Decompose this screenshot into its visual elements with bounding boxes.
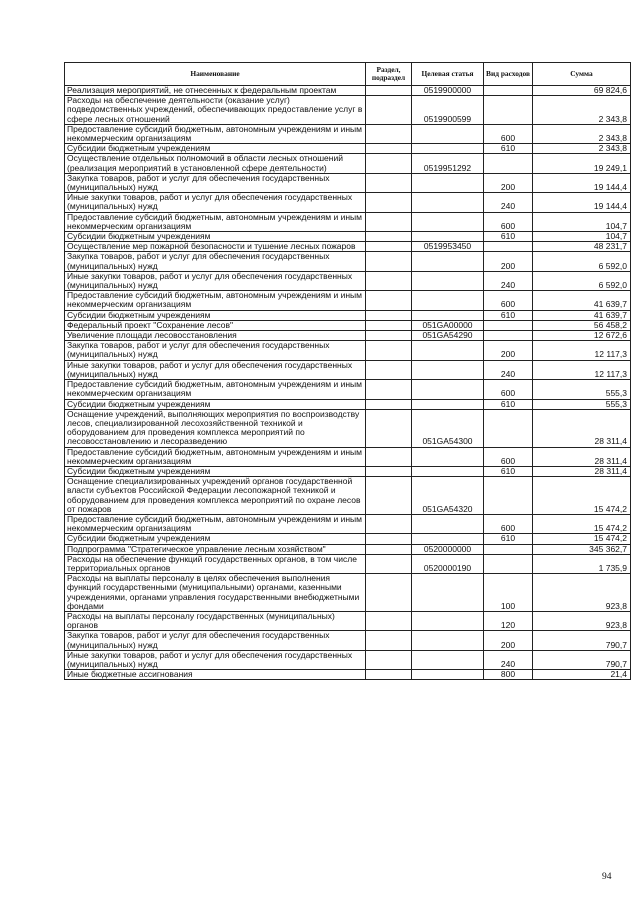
row-expense-type-cell: 610 [484,466,533,476]
row-expense-type-cell [484,154,533,173]
row-sum-cell: 12 117,3 [533,341,631,360]
row-section-cell [366,631,412,650]
row-name-cell: Предоставление субсидий бюджетным, автономным учреждениям и иным некоммерческим организациям [65,380,366,399]
row-sum-cell: 15 474,2 [533,477,631,515]
row-target-cell [412,271,484,290]
row-sum-cell: 790,7 [533,650,631,669]
row-expense-type-cell: 200 [484,173,533,192]
row-name-cell: Закупка товаров, работ и услуг для обеспечения государственных (муниципальных) нужд [65,173,366,192]
row-target-cell: 0519900599 [412,96,484,125]
row-section-cell [366,466,412,476]
row-section-cell [366,320,412,330]
table-row [65,466,631,476]
budget-table-container [64,62,630,680]
row-expense-type-cell [484,320,533,330]
row-sum-cell: 12 672,6 [533,331,631,341]
row-expense-type-cell [484,544,533,554]
row-name-cell: Субсидии бюджетным учреждениям [65,310,366,320]
row-sum-cell: 923,8 [533,574,631,612]
table-row [65,534,631,544]
row-name-cell: Закупка товаров, работ и услуг для обеспечения государственных (муниципальных) нужд [65,341,366,360]
row-name-cell: Предоставление субсидий бюджетным, автономным учреждениям и иным некоммерческим организациям [65,514,366,533]
row-target-cell [412,124,484,143]
table-row [65,320,631,330]
row-section-cell [366,341,412,360]
table-row [65,631,631,650]
row-name-cell: Расходы на обеспечение функций государственных органов, в том числе территориальных органов [65,554,366,573]
table-row [65,242,631,252]
row-expense-type-cell: 200 [484,252,533,271]
row-name-cell: Закупка товаров, работ и услуг для обеспечения государственных (муниципальных) нужд [65,631,366,650]
row-target-cell [412,173,484,192]
row-name-cell: Реализация мероприятий, не отнесенных к федеральным проектам [65,86,366,96]
row-target-cell [412,514,484,533]
row-expense-type-cell: 240 [484,193,533,212]
row-sum-cell: 2 343,8 [533,144,631,154]
row-expense-type-cell: 200 [484,341,533,360]
row-target-cell [412,631,484,650]
row-name-cell: Предоставление субсидий бюджетным, автономным учреждениям и иным некоммерческим организациям [65,291,366,310]
row-section-cell [366,447,412,466]
row-name-cell: Осуществление отдельных полномочий в области лесных отношений (реализация мероприятий в установленной сфере деятельности) [65,154,366,173]
table-row [65,670,631,680]
row-expense-type-cell: 610 [484,399,533,409]
header-target: Целевая статья [412,63,484,86]
row-sum-cell: 345 362,7 [533,544,631,554]
row-name-cell: Федеральный проект "Сохранение лесов" [65,320,366,330]
row-section-cell [366,331,412,341]
table-row [65,447,631,466]
row-sum-cell: 2 343,8 [533,96,631,125]
table-body [65,86,631,680]
row-sum-cell: 1 735,9 [533,554,631,573]
row-sum-cell: 6 592,0 [533,271,631,290]
row-target-cell: 051GA54300 [412,409,484,447]
row-sum-cell: 28 311,4 [533,409,631,447]
header-expense-type: Вид расходов [484,63,533,86]
row-sum-cell: 555,3 [533,399,631,409]
row-target-cell: 0520000190 [412,554,484,573]
table-row [65,331,631,341]
row-target-cell: 0520000000 [412,544,484,554]
row-section-cell [366,144,412,154]
row-name-cell: Предоставление субсидий бюджетным, автономным учреждениям и иным некоммерческим организациям [65,124,366,143]
row-name-cell: Оснащение учреждений, выполняющих мероприятия по воспроизводству лесов, специализированной лесохозяйственной техникой и оборудованием для проведения комплекса мероприятий по лесовосстановлению и лесоразведению [65,409,366,447]
table-row [65,154,631,173]
row-section-cell [366,670,412,680]
row-expense-type-cell: 600 [484,514,533,533]
table-row [65,574,631,612]
table-row [65,252,631,271]
row-name-cell: Иные закупки товаров, работ и услуг для обеспечения государственных (муниципальных) нужд [65,193,366,212]
table-row [65,291,631,310]
row-section-cell [366,650,412,669]
row-name-cell: Субсидии бюджетным учреждениям [65,144,366,154]
row-name-cell: Расходы на выплаты персоналу в целях обеспечения выполнения функций государственными (муниципальными) органами, казенными учреждениями, органами управления государственными внебюджетными фондами [65,574,366,612]
row-section-cell [366,271,412,290]
row-target-cell [412,534,484,544]
header-sum: Сумма [533,63,631,86]
table-row [65,477,631,515]
row-name-cell: Субсидии бюджетным учреждениям [65,399,366,409]
row-section-cell [366,154,412,173]
row-expense-type-cell: 610 [484,534,533,544]
row-sum-cell: 923,8 [533,611,631,630]
row-section-cell [366,291,412,310]
row-name-cell: Расходы на обеспечение деятельности (оказание услуг) подведомственных учреждений, обеспечивающих предоставление услуг в сфере лесных отношений [65,96,366,125]
row-target-cell [412,341,484,360]
row-expense-type-cell [484,477,533,515]
table-row [65,514,631,533]
row-target-cell [412,380,484,399]
row-section-cell [366,242,412,252]
row-section-cell [366,574,412,612]
table-row [65,380,631,399]
row-expense-type-cell: 600 [484,124,533,143]
row-target-cell [412,232,484,242]
row-section-cell [366,96,412,125]
header-name: Наименование [65,63,366,86]
row-target-cell [412,670,484,680]
row-sum-cell: 15 474,2 [533,534,631,544]
row-expense-type-cell: 600 [484,212,533,231]
row-target-cell: 0519953450 [412,242,484,252]
row-section-cell [366,554,412,573]
row-expense-type-cell [484,96,533,125]
row-expense-type-cell: 240 [484,650,533,669]
row-sum-cell: 104,7 [533,212,631,231]
row-target-cell [412,291,484,310]
table-row [65,310,631,320]
row-expense-type-cell: 610 [484,232,533,242]
row-section-cell [366,86,412,96]
row-target-cell: 051GA54290 [412,331,484,341]
row-expense-type-cell: 600 [484,380,533,399]
row-name-cell: Иные закупки товаров, работ и услуг для обеспечения государственных (муниципальных) нужд [65,360,366,379]
row-section-cell [366,514,412,533]
row-expense-type-cell: 600 [484,291,533,310]
row-name-cell: Увеличение площади лесовосстановления [65,331,366,341]
table-row [65,212,631,231]
row-expense-type-cell [484,242,533,252]
header-row [65,63,631,86]
row-target-cell [412,650,484,669]
row-name-cell: Субсидии бюджетным учреждениям [65,534,366,544]
table-row [65,193,631,212]
table-row [65,232,631,242]
row-expense-type-cell: 610 [484,144,533,154]
row-name-cell: Субсидии бюджетным учреждениям [65,232,366,242]
row-target-cell [412,399,484,409]
row-section-cell [366,380,412,399]
row-target-cell [412,574,484,612]
row-name-cell: Осуществление мер пожарной безопасности и тушение лесных пожаров [65,242,366,252]
row-sum-cell: 2 343,8 [533,124,631,143]
row-section-cell [366,173,412,192]
row-target-cell [412,466,484,476]
row-target-cell: 0519951292 [412,154,484,173]
row-target-cell [412,193,484,212]
table-row [65,173,631,192]
row-expense-type-cell: 200 [484,631,533,650]
row-section-cell [366,409,412,447]
row-sum-cell: 104,7 [533,232,631,242]
row-name-cell: Предоставление субсидий бюджетным, автономным учреждениям и иным некоммерческим организациям [65,212,366,231]
table-row [65,399,631,409]
row-target-cell: 0519900000 [412,86,484,96]
table-row [65,96,631,125]
row-sum-cell: 21,4 [533,670,631,680]
row-name-cell: Закупка товаров, работ и услуг для обеспечения государственных (муниципальных) нужд [65,252,366,271]
row-sum-cell: 41 639,7 [533,291,631,310]
row-sum-cell: 555,3 [533,380,631,399]
row-sum-cell: 790,7 [533,631,631,650]
row-sum-cell: 19 249,1 [533,154,631,173]
row-section-cell [366,310,412,320]
row-expense-type-cell [484,331,533,341]
row-name-cell: Расходы на выплаты персоналу государственных (муниципальных) органов [65,611,366,630]
row-section-cell [366,212,412,231]
row-name-cell: Иные закупки товаров, работ и услуг для обеспечения государственных (муниципальных) нужд [65,650,366,669]
row-expense-type-cell [484,409,533,447]
row-name-cell: Оснащение специализированных учреждений органов государственной власти субъектов Российской Федерации лесопожарной техникой и оборудованием для проведения комплекса мероприятий по охране лесов от пожаров [65,477,366,515]
table-row [65,144,631,154]
row-sum-cell: 15 474,2 [533,514,631,533]
row-expense-type-cell [484,554,533,573]
row-name-cell: Подпрограмма "Стратегическое управление лесным хозяйством" [65,544,366,554]
row-target-cell [412,360,484,379]
row-expense-type-cell: 600 [484,447,533,466]
row-sum-cell: 41 639,7 [533,310,631,320]
row-sum-cell: 48 231,7 [533,242,631,252]
table-row [65,360,631,379]
row-expense-type-cell: 120 [484,611,533,630]
table-row [65,86,631,96]
table-row [65,409,631,447]
header-section: Раздел, подраздел [366,63,412,86]
row-name-cell: Субсидии бюджетным учреждениям [65,466,366,476]
row-section-cell [366,534,412,544]
budget-table [64,62,631,680]
row-section-cell [366,232,412,242]
row-target-cell: 051GA00000 [412,320,484,330]
row-expense-type-cell: 800 [484,670,533,680]
row-name-cell: Иные бюджетные ассигнования [65,670,366,680]
row-target-cell [412,611,484,630]
row-sum-cell: 6 592,0 [533,252,631,271]
row-target-cell: 051GA54320 [412,477,484,515]
row-section-cell [366,399,412,409]
row-target-cell [412,144,484,154]
table-row [65,544,631,554]
row-section-cell [366,252,412,271]
table-row [65,271,631,290]
row-expense-type-cell: 240 [484,271,533,290]
row-section-cell [366,193,412,212]
row-section-cell [366,544,412,554]
row-name-cell: Предоставление субсидий бюджетным, автономным учреждениям и иным некоммерческим организациям [65,447,366,466]
row-sum-cell: 28 311,4 [533,447,631,466]
table-row [65,341,631,360]
row-target-cell [412,310,484,320]
row-expense-type-cell: 100 [484,574,533,612]
row-sum-cell: 12 117,3 [533,360,631,379]
row-sum-cell: 19 144,4 [533,173,631,192]
row-sum-cell: 69 824,6 [533,86,631,96]
row-target-cell [412,252,484,271]
table-header [65,63,631,86]
row-target-cell [412,212,484,231]
row-section-cell [366,611,412,630]
row-expense-type-cell: 240 [484,360,533,379]
row-section-cell [366,477,412,515]
row-target-cell [412,447,484,466]
table-row [65,124,631,143]
row-sum-cell: 56 458,2 [533,320,631,330]
row-section-cell [366,360,412,379]
row-sum-cell: 19 144,4 [533,193,631,212]
table-row [65,611,631,630]
row-name-cell: Иные закупки товаров, работ и услуг для обеспечения государственных (муниципальных) нужд [65,271,366,290]
row-section-cell [366,124,412,143]
table-row [65,650,631,669]
table-row [65,554,631,573]
row-sum-cell: 28 311,4 [533,466,631,476]
row-expense-type-cell: 610 [484,310,533,320]
page-number: 94 [602,872,612,882]
row-expense-type-cell [484,86,533,96]
